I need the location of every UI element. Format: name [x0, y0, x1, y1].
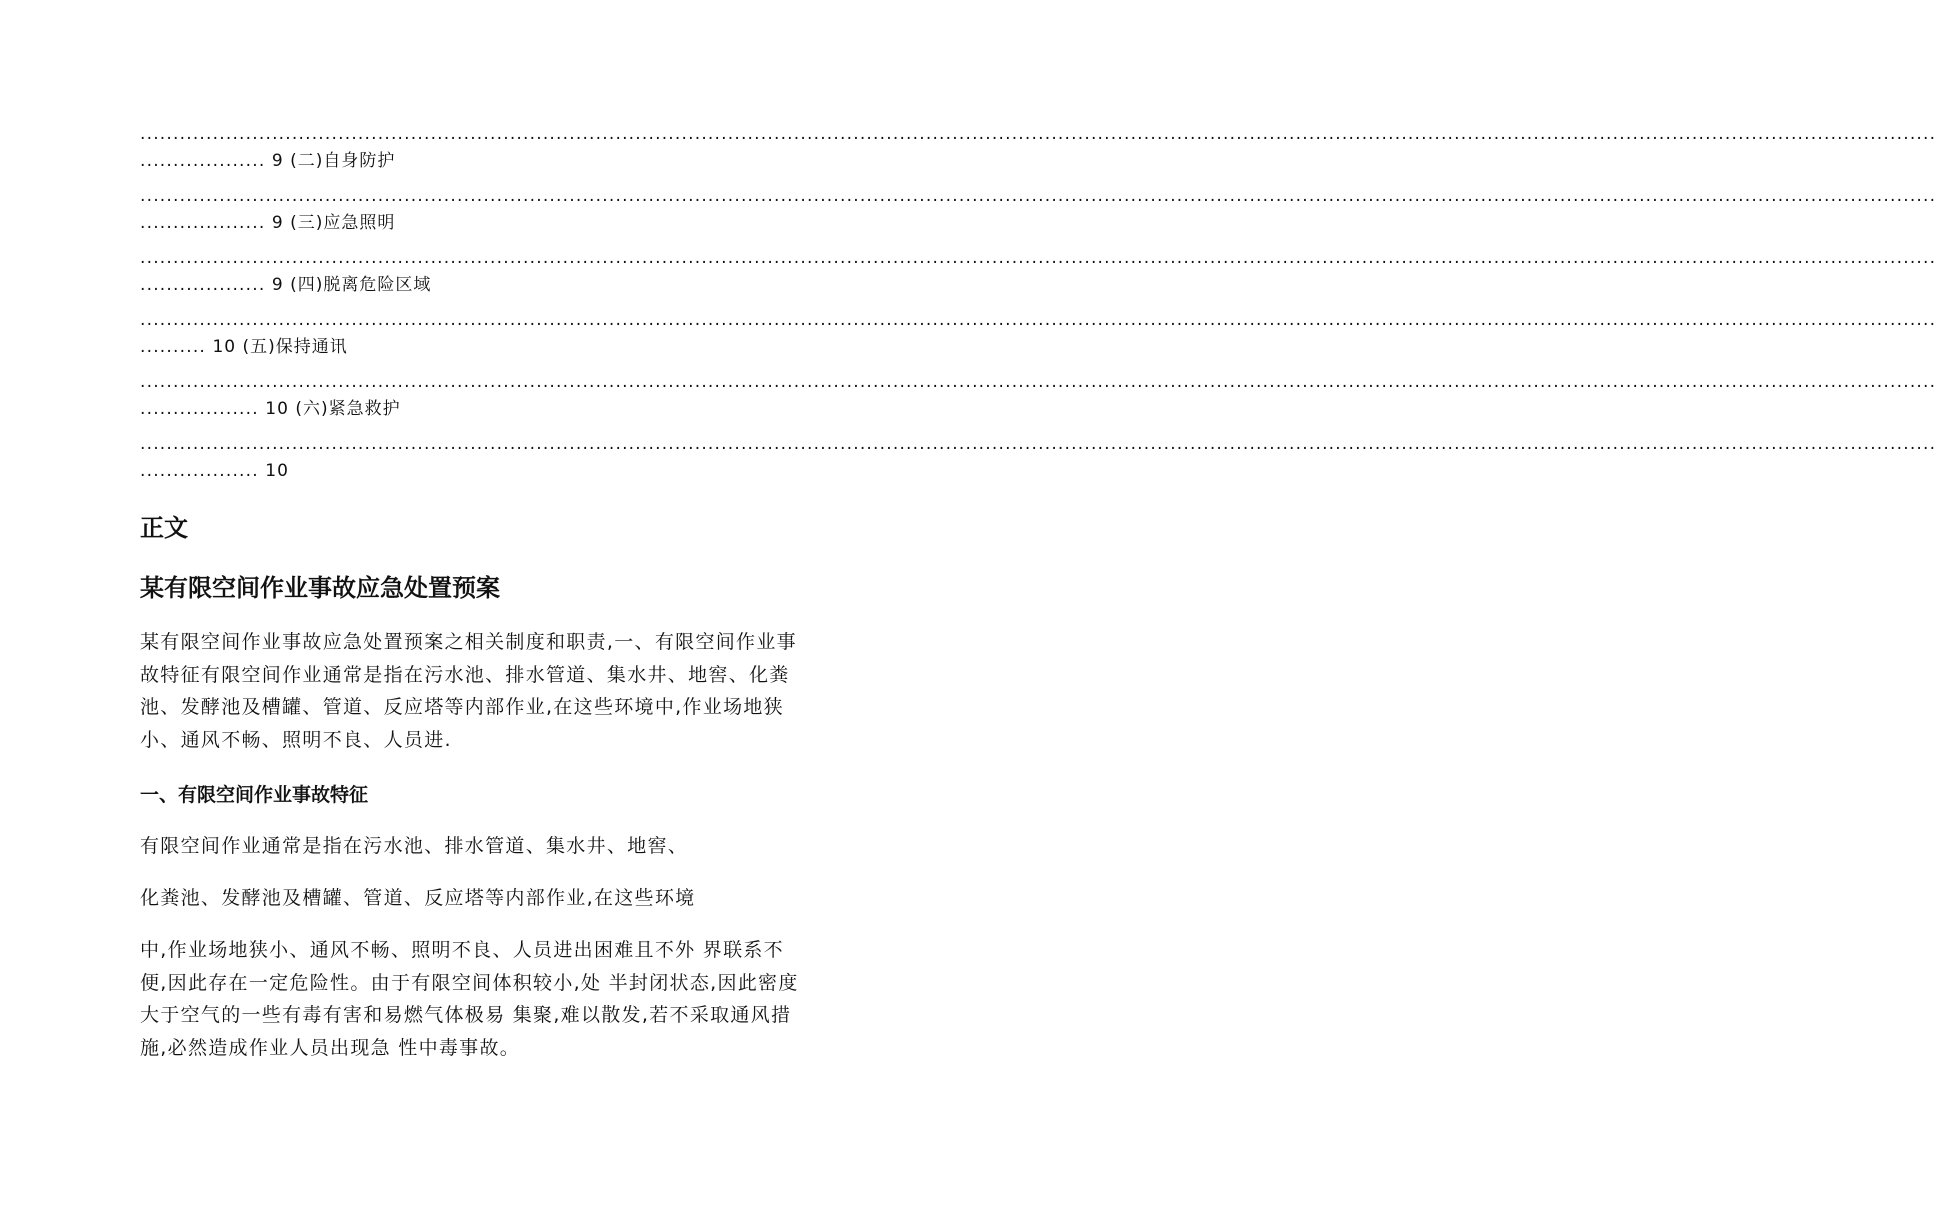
toc-page-number: 9	[271, 151, 284, 171]
toc-leader-dots: ................................................................................................................................................................................................................................................................................	[140, 248, 1936, 268]
toc-leader-dots: ................................................................................................................................................................................................................................................................................	[140, 124, 1936, 144]
toc-entry[interactable]	[140, 149, 395, 173]
toc-entry-title: (六)紧急救护	[295, 399, 401, 419]
body-paragraph: 中,作业场地狭小、通风不畅、照明不良、人员进出困难且不外 界联系不便,因此存在一定危险性。由于有限空间体积较小,处 半封闭状态,因此密度大于空气的一些有毒有害和易燃气体极易 集聚,难以散发,若不采取通风措施,必然造成作业人员出现急 性中毒事故。	[140, 939, 799, 1059]
toc-leader-dots: ................................................................................................................................................................................................................................................................................	[140, 434, 1936, 454]
toc-page-number: 10	[265, 461, 289, 481]
body-line: 有限空间作业通常是指在污水池、排水管道、集水井、地窖、	[140, 835, 689, 857]
toc-leader-dots: ...................	[140, 275, 266, 295]
toc-leader-dots: ...................	[140, 213, 266, 233]
toc-leader-dots: ................................................................................................................................................................................................................................................................................	[140, 186, 1936, 206]
body-line: 化粪池、发酵池及槽罐、管道、反应塔等内部作业,在这些环境	[140, 887, 696, 909]
toc-page-number: 9	[271, 275, 284, 295]
toc-leader-dots: ..................	[140, 399, 259, 419]
toc-entry-title: (三)应急照明	[290, 213, 396, 233]
toc-leader-dots: ..................	[140, 461, 259, 481]
toc-entry[interactable]	[140, 211, 395, 235]
toc-page-number: 10	[212, 337, 237, 357]
toc-entry[interactable]	[140, 335, 348, 359]
document-title: 某有限空间作业事故应急处置预案	[140, 574, 500, 602]
toc-page-number: 10	[265, 399, 289, 419]
toc-page-number: 9	[271, 213, 284, 233]
toc-leader-dots: ................................................................................................................................................................................................................................................................................	[140, 310, 1936, 330]
toc-entry-title: (二)自身防护	[290, 151, 396, 171]
section-title: 正文	[140, 514, 188, 542]
toc-entry[interactable]	[140, 273, 431, 297]
toc-entry-title: (四)脱离危险区域	[290, 275, 432, 295]
toc-leader-dots: ................................................................................................................................................................................................................................................................................	[140, 372, 1936, 392]
toc-entry-title: (五)保持通讯	[242, 337, 348, 357]
toc-entry[interactable]	[140, 459, 289, 483]
toc-entry[interactable]	[140, 397, 401, 421]
toc-leader-dots: ...................	[140, 151, 266, 171]
toc-leader-dots: ..........	[140, 337, 207, 357]
summary-paragraph: 某有限空间作业事故应急处置预案之相关制度和职责,一、有限空间作业事故特征有限空间作业通常是指在污水池、排水管道、集水井、地窖、化粪池、发酵池及槽罐、管道、反应塔等内部作业,在这些环境中,作业场地狭小、通风不畅、照明不良、人员进.	[140, 631, 797, 751]
section-heading: 一、有限空间作业事故特征	[140, 784, 369, 806]
